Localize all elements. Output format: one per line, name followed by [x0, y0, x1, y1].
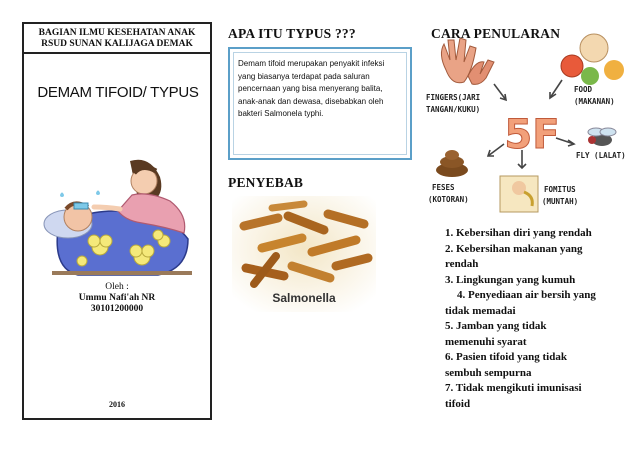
feces-label-1: FESES: [432, 183, 455, 192]
fingers-label-1: FINGERS(JARI: [426, 93, 481, 102]
institution-line-1: BAGIAN ILMU KESEHATAN ANAK: [38, 28, 196, 38]
sick-child-illustration: [38, 129, 198, 279]
cover-author: [24, 282, 210, 315]
author-label: Oleh :: [105, 282, 129, 292]
cause-heading: PENYEBAB: [228, 175, 304, 190]
cover-panel: [22, 22, 212, 420]
five-f-label: 5F: [504, 112, 560, 158]
food-label-2: (MAKANAN): [574, 97, 615, 106]
risk-line: rendah: [445, 258, 479, 270]
vomit-label-1: FOMITUS: [544, 185, 576, 194]
fly-icon: [588, 128, 616, 146]
cover-year: 2016: [109, 400, 125, 409]
salmonella-caption: Salmonella: [272, 291, 336, 305]
hands-icon: [441, 38, 494, 84]
cover-title: DEMAM TIFOID/ TYPUS: [37, 84, 199, 101]
vomit-label-2: (MUNTAH): [542, 197, 579, 206]
risk-line: 4. Penyediaan air bersih yang: [457, 289, 596, 301]
risk-line: 2. Kebersihan makanan yang: [445, 242, 583, 255]
author-id: 30101200000: [90, 304, 144, 314]
risk-line: 6. Pasien tifoid yang tidak: [445, 351, 567, 363]
feces-icon: [436, 150, 468, 177]
food-label-1: FOOD: [574, 85, 593, 94]
fingers-label-2: TANGAN/KUKU): [426, 105, 481, 114]
definition-box: [228, 47, 412, 160]
risk-line: tidak memadai: [445, 304, 516, 317]
definition-text: Demam tifoid merupakan penyakit infeksi yang biasanya terdapat pada saluran pencernaan yang bisa menyerang balita, anak-anak dan dewasa, disebabkan oleh bakteri Salmonela typhi.: [233, 52, 407, 155]
risk-line: 3. Lingkungan yang kumuh: [445, 273, 576, 286]
feces-label-2: (KOTORAN): [428, 195, 469, 204]
transmission-heading: CARA PENULARAN: [431, 26, 561, 41]
risk-factor-list: [445, 226, 625, 412]
fly-label: FLY (LALAT): [576, 151, 626, 160]
risk-line: 5. Jamban yang tidak: [445, 320, 547, 332]
risk-line: memenuhi syarat: [445, 335, 527, 348]
institution-line-2: RSUD SUNAN KALIJAGA DEMAK: [41, 39, 193, 49]
five-f-transmission-diagram: [424, 20, 630, 226]
risk-line: 7. Tidak mengikuti imunisasi: [445, 382, 582, 394]
what-is-typhoid-heading: APA ITU TYPUS ???: [228, 26, 356, 41]
risk-line: 1. Kebersihan diri yang rendah: [445, 227, 592, 239]
risk-line: tifoid: [445, 397, 471, 410]
salmonella-bacteria-image: [232, 196, 376, 312]
risk-line: sembuh sempurna: [445, 366, 532, 379]
cover-institution: [24, 24, 210, 54]
food-icon: [561, 34, 624, 85]
vomit-icon: [500, 176, 538, 212]
author-name: Ummu Nafi'ah NR: [78, 293, 156, 303]
